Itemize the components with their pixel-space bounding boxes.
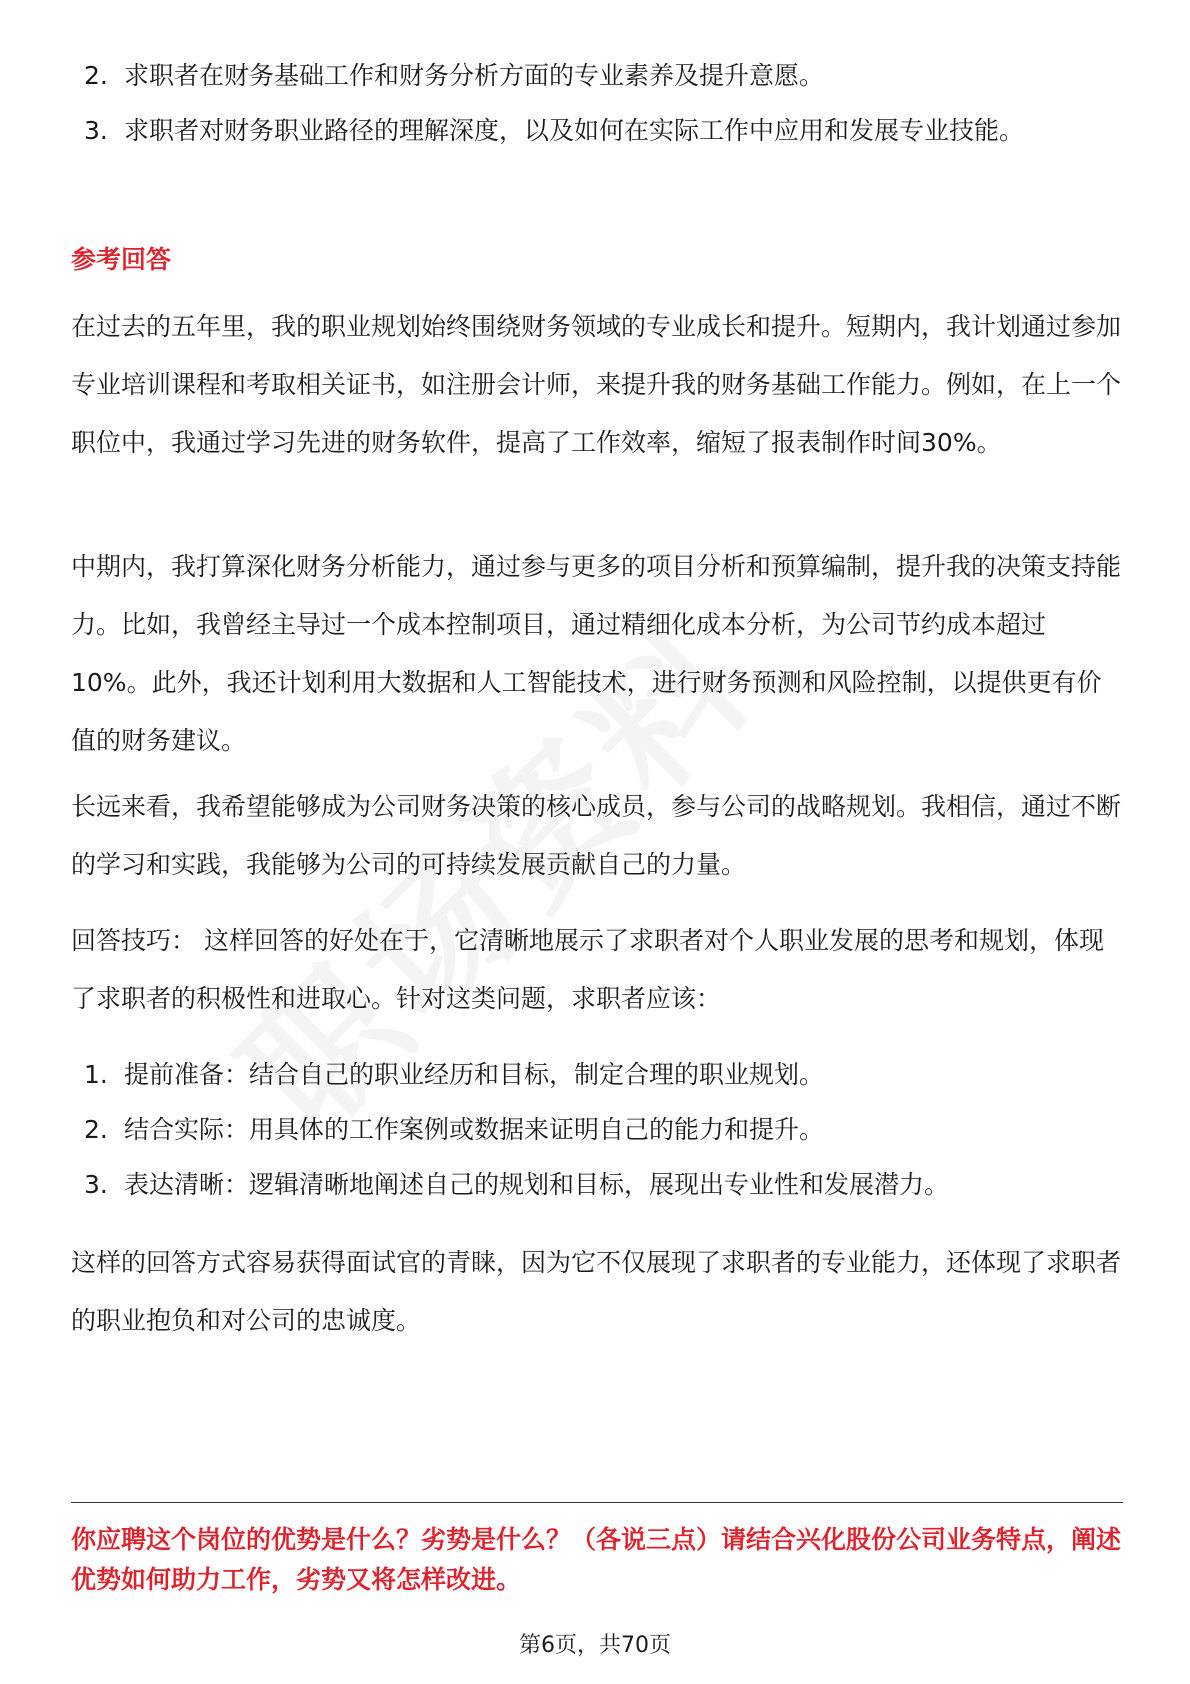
paragraph-short-term: 在过去的五年里，我的职业规划始终围绕财务领域的专业成长和提升。短期内，我计划通过参加专业培训课程和考取相关证书，如注册会计师，来提升我的财务基础工作能力。例如，在上一个职位中，我通过学习先进的财务软件，提高了工作效率，缩短了报表制作时间30%。 [71,312,1122,457]
paragraph-conclusion: 这样的回答方式容易获得面试官的青睐，因为它不仅展现了求职者的专业能力，还体现了求职者的职业抱负和对公司的忠诚度。 [71,1248,1122,1335]
list-number: 2. [84,1115,108,1144]
list-text: 求职者对财务职业路径的理解深度，以及如何在实际工作中应用和发展专业技能。 [124,116,1025,145]
section-divider [71,1502,1123,1503]
list-text: 求职者在财务基础工作和财务分析方面的专业素养及提升意愿。 [124,61,825,90]
list-number: 2. [84,61,108,90]
paragraph-long-term: 长远来看，我希望能够成为公司财务决策的核心成员，参与公司的战略规划。我相信，通过不断的学习和实践，我能够为公司的可持续发展贡献自己的力量。 [71,792,1122,879]
list-text: 表达清晰：逻辑清晰地阐述自己的规划和目标，展现出专业性和发展潜力。 [124,1170,950,1199]
reference-heading: 参考回答 [71,245,172,274]
list-text: 提前准备：结合自己的职业经历和目标，制定合理的职业规划。 [124,1060,825,1089]
list-number: 3. [84,1170,108,1199]
list-number: 3. [84,116,108,145]
page-number: 第6页，共70页 [519,1633,671,1658]
next-question-heading: 你应聘这个岗位的优势是什么？劣势是什么？（各说三点）请结合兴化股份公司业务特点，阐述优势如何助力工作，劣势又将怎样改进。 [71,1525,1122,1594]
paragraph-answer-tips: 回答技巧： 这样回答的好处在于，它清晰地展示了求职者对个人职业发展的思考和规划，体现了求职者的积极性和进取心。针对这类问题，求职者应该： [71,926,1104,1013]
list-number: 1. [84,1060,108,1089]
list-text: 结合实际：用具体的工作案例或数据来证明自己的能力和提升。 [124,1115,825,1144]
paragraph-mid-term: 中期内，我打算深化财务分析能力，通过参与更多的项目分析和预算编制，提升我的决策支持能力。比如，我曾经主导过一个成本控制项目，通过精细化成本分析，为公司节约成本超过10%。此外，我还计划利用大数据和人工智能技术，进行财务预测和风险控制，以提供更有价值的财务建议。 [71,552,1122,755]
